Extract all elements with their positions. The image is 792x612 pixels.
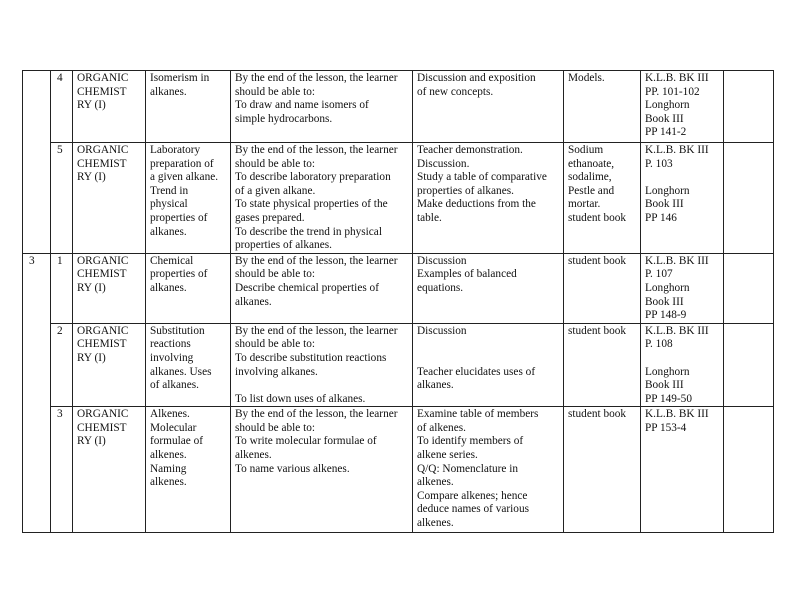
remarks-cell	[724, 407, 774, 533]
objectives-cell: By the end of the lesson, the learner should be able to: To describe laboratory preparation of a given alkane. To state physical properties of the gases prepared. To describe the trend in physical properties of alkanes.	[231, 143, 413, 254]
remarks-cell	[724, 71, 774, 143]
topic-cell: ORGANIC CHEMIST RY (I)	[73, 407, 146, 533]
activities-cell: Teacher demonstration. Discussion. Study a table of comparative properties of alkanes. Make deductions from the table.	[413, 143, 564, 254]
references-cell: K.L.B. BK III P. 107 Longhorn Book III PP 148-9	[641, 253, 724, 323]
table-row	[23, 323, 774, 407]
lesson-cell: 4	[51, 71, 73, 143]
table-row	[23, 71, 774, 143]
activities-cell: Examine table of members of alkenes. To identify members of alkene series. Q/Q: Nomenclature in alkenes. Compare alkenes; hence deduce names of various alkenes.	[413, 407, 564, 533]
topic-cell: ORGANIC CHEMIST RY (I)	[73, 323, 146, 407]
subtopic-cell: Isomerism in alkanes.	[146, 71, 231, 143]
topic-cell: ORGANIC CHEMIST RY (I)	[73, 253, 146, 323]
table-row	[23, 253, 774, 323]
resources-cell: student book	[564, 407, 641, 533]
remarks-cell	[724, 253, 774, 323]
topic-cell: ORGANIC CHEMIST RY (I)	[73, 71, 146, 143]
objectives-cell: By the end of the lesson, the learner should be able to: Describe chemical properties of alkanes.	[231, 253, 413, 323]
lesson-cell: 3	[51, 407, 73, 533]
activities-cell: Discussion Teacher elucidates uses of alkanes.	[413, 323, 564, 407]
subtopic-cell: Laboratory preparation of a given alkane. Trend in physical properties of alkanes.	[146, 143, 231, 254]
subtopic-cell: Substitution reactions involving alkanes. Uses of alkanes.	[146, 323, 231, 407]
table-row	[23, 407, 774, 533]
subtopic-cell: Chemical properties of alkanes.	[146, 253, 231, 323]
references-cell: K.L.B. BK III PP. 101-102 Longhorn Book III PP 141-2	[641, 71, 724, 143]
activities-cell: Discussion and exposition of new concepts.	[413, 71, 564, 143]
resources-cell: Sodium ethanoate, sodalime, Pestle and mortar. student book	[564, 143, 641, 254]
objectives-cell: By the end of the lesson, the learner should be able to: To write molecular formulae of alkenes. To name various alkenes.	[231, 407, 413, 533]
resources-cell: student book	[564, 253, 641, 323]
remarks-cell	[724, 323, 774, 407]
scheme-of-work-table	[22, 70, 774, 533]
week-cell	[23, 71, 51, 254]
table-row	[23, 143, 774, 254]
objectives-cell: By the end of the lesson, the learner should be able to: To draw and name isomers of simple hydrocarbons.	[231, 71, 413, 143]
resources-cell: student book	[564, 323, 641, 407]
topic-cell: ORGANIC CHEMIST RY (I)	[73, 143, 146, 254]
lesson-cell: 1	[51, 253, 73, 323]
references-cell: K.L.B. BK III P. 103 Longhorn Book III PP 146	[641, 143, 724, 254]
subtopic-cell: Alkenes. Molecular formulae of alkenes. Naming alkenes.	[146, 407, 231, 533]
objectives-cell: By the end of the lesson, the learner should be able to: To describe substitution reactions involving alkanes. To list down uses of alkanes.	[231, 323, 413, 407]
resources-cell: Models.	[564, 71, 641, 143]
lesson-cell: 2	[51, 323, 73, 407]
week-cell: 3	[23, 253, 51, 533]
references-cell: K.L.B. BK III PP 153-4	[641, 407, 724, 533]
activities-cell: Discussion Examples of balanced equations.	[413, 253, 564, 323]
lesson-cell: 5	[51, 143, 73, 254]
references-cell: K.L.B. BK III P. 108 Longhorn Book III PP 149-50	[641, 323, 724, 407]
remarks-cell	[724, 143, 774, 254]
